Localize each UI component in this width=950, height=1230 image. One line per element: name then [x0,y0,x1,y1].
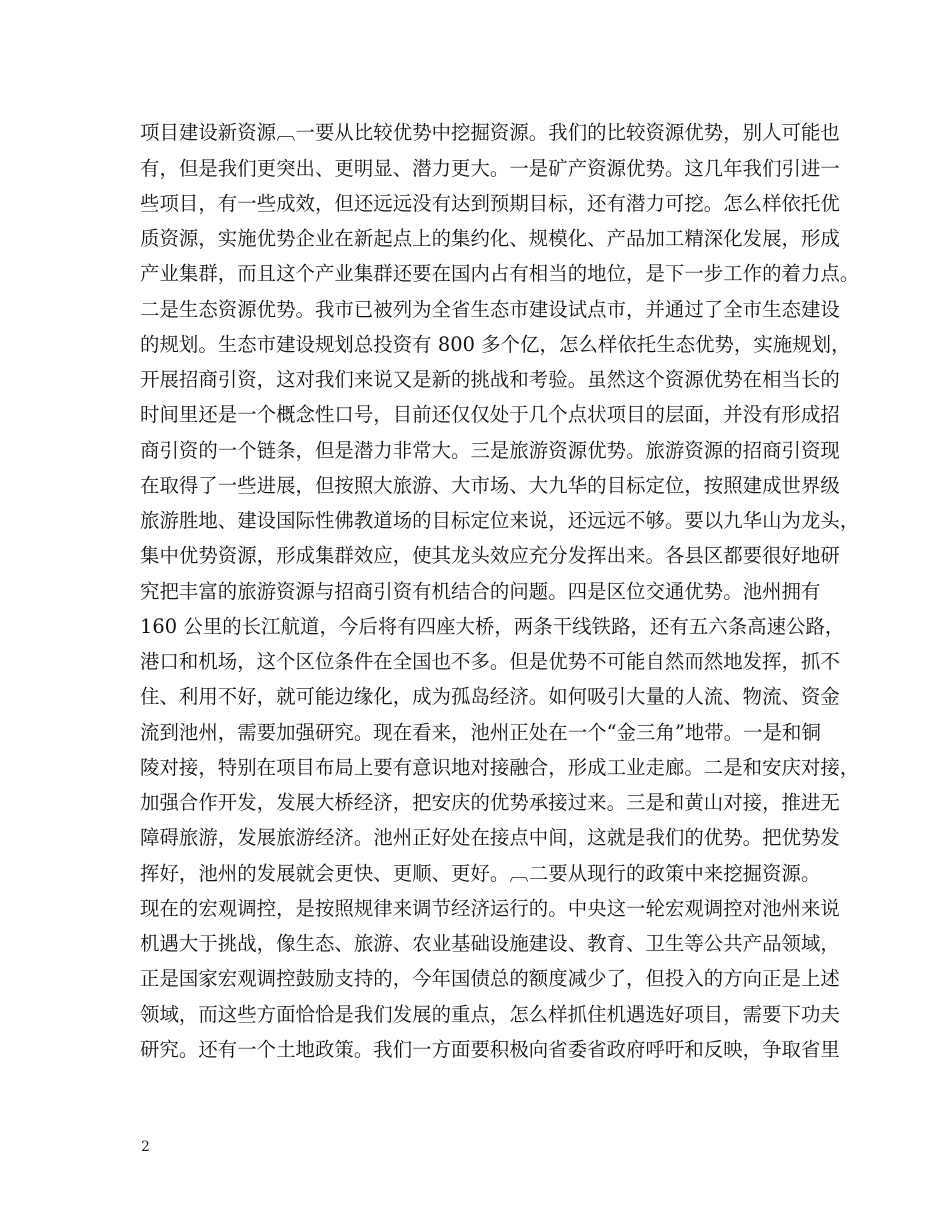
text-line: 加强合作开发，发展大桥经济，把安庆的优势承接过来。三是和黄山对接，推进无 [140,791,840,814]
text-line: 港口和机场，这个区位条件在全国也不多。但是优势不可能自然而然地发挥，抓不 [140,650,840,673]
text-line: 产业集群，而且这个产业集群还要在国内占有相当的地位，是下一步工作的着力点。 [140,262,860,285]
text-line: 开展招商引资，这对我们来说又是新的挑战和考验。虽然这个资源优势在相当长的 [140,368,840,391]
text-line: 160 公里的长江航道，今后将有四座大桥，两条干线铁路，还有五六条高速公路， [140,615,845,638]
text-line: 商引资的一个链条，但是潜力非常大。三是旅游资源优势。旅游资源的招商引资现 [140,439,840,462]
text-line: 流到池州，需要加强研究。现在看来，池州正处在一个“金三角”地带。一是和铜 [140,721,821,744]
text-line: 质资源，实施优势企业在新起点上的集约化、规模化、产品加工精深化发展，形成 [140,227,840,250]
text-line: 陵对接，特别在项目布局上要有意识地对接融合，形成工业走廊。二是和安庆对接， [140,756,860,779]
text-line: 住、利用不好，就可能边缘化，成为孤岛经济。如何吸引大量的人流、物流、资金 [140,685,840,708]
text-line: 旅游胜地、建设国际性佛教道场的目标定位来说，还远远不够。要以九华山为龙头， [140,509,860,532]
text-line: 项目建设新资源︹一要从比较优势中挖掘资源。我们的比较资源优势，别人可能也 [140,121,840,144]
text-line: 挥好，池州的发展就会更快、更顺、更好。︹二要从现行的政策中来挖掘资源。 [140,862,821,885]
text-line: 有，但是我们更突出、更明显、潜力更大。一是矿产资源优势。这几年我们引进一 [140,157,840,180]
text-line: 现在的宏观调控，是按照规律来调节经济运行的。中央这一轮宏观调控对池州来说 [140,897,840,920]
text-line: 集中优势资源，形成集群效应，使其龙头效应充分发挥出来。各县区都要很好地研 [140,544,840,567]
text-line: 研究。还有一个土地政策。我们一方面要积极向省委省政府呼吁和反映，争取省里 [140,1038,840,1061]
text-line: 的规划。生态市建设规划总投资有 800 多个亿，怎么样依托生态优势，实施规划， [140,333,851,356]
text-line: 究把丰富的旅游资源与招商引资有机结合的问题。四是区位交通优势。池州拥有 [140,580,821,603]
text-line: 二是生态资源优势。我市已被列为全省生态市建设试点市，并通过了全市生态建设 [140,298,840,321]
text-line: 机遇大于挑战，像生态、旅游、农业基础设施建设、教育、卫生等公共产品领域， [140,932,840,955]
text-line: 领域，而这些方面恰恰是我们发展的重点，怎么样抓住机遇选好项目，需要下功夫 [140,1003,840,1026]
text-line: 时间里还是一个概念性口号，目前还仅仅处于几个点状项目的层面，并没有形成招 [140,403,840,426]
text-line: 障碍旅游，发展旅游经济。池州正好处在接点中间，这就是我们的优势。把优势发 [140,826,840,849]
text-line: 在取得了一些进展，但按照大旅游、大市场、大九华的目标定位，按照建成世界级 [140,474,840,497]
text-line: 些项目，有一些成效，但还远远没有达到预期目标，还有潜力可挖。怎么样依托优 [140,192,840,215]
page-number: 2 [141,1139,150,1155]
text-line: 正是国家宏观调控鼓励支持的，今年国债总的额度减少了，但投入的方向正是上述 [140,967,840,990]
